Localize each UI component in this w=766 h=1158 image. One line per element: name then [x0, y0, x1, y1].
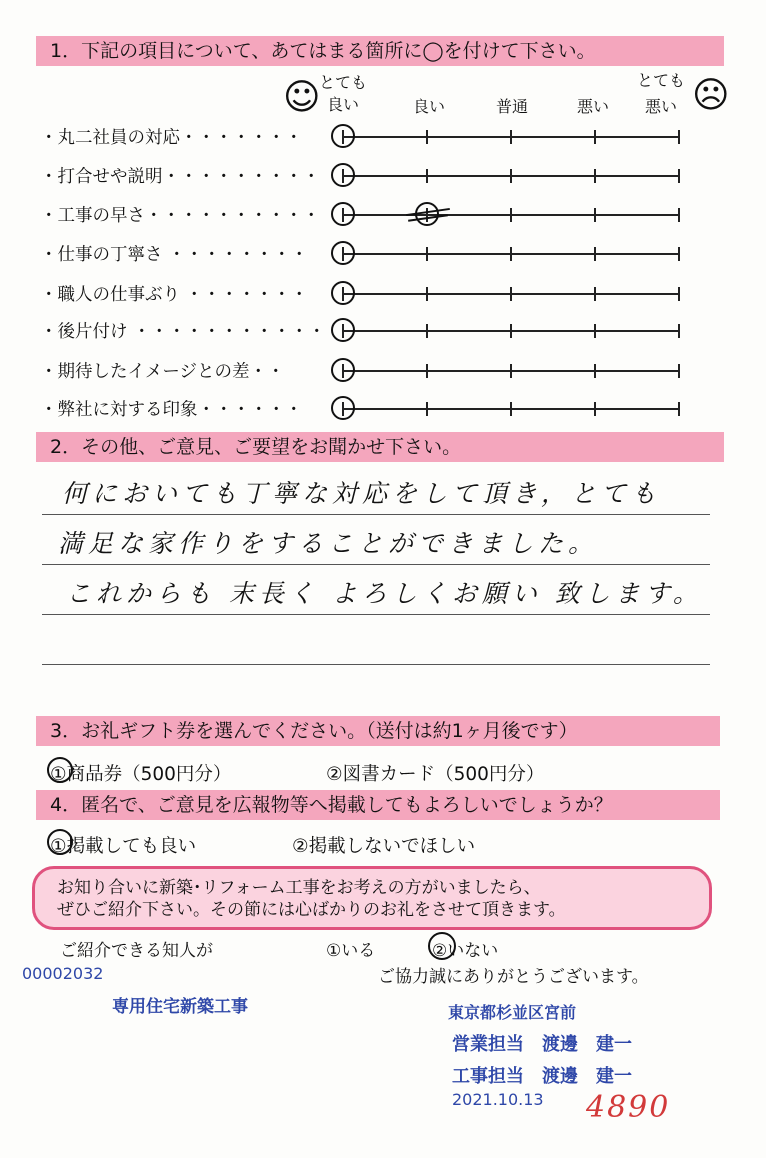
smile-icon: ☺ [283, 77, 321, 118]
gift-option-book-card[interactable]: ②図書カード（500円分） [326, 764, 545, 785]
referral-text-line-1: お知り合いに新築･リフォーム工事をお考えの方がいましたら、 [57, 878, 541, 898]
rating-row-label-cleanup: ・後片付け ・・・・・・・・・・・ [40, 322, 326, 342]
column-header-neutral: 普通 [495, 97, 528, 116]
referral-option-no[interactable]: ②いない [432, 941, 499, 961]
rating-scale-craftsmen [342, 293, 680, 295]
column-header-very-bad: 悪い [644, 97, 677, 116]
rating-mark-circle[interactable] [331, 163, 355, 187]
construction-category-stamp: 専用住宅新築工事 [112, 997, 248, 1017]
rating-scale-expectation [342, 370, 680, 372]
comment-line-2[interactable]: 満足な家作りをすることができました。 [58, 529, 599, 558]
writing-line [42, 564, 710, 565]
q2-title-band [36, 432, 724, 462]
rating-row-label-staff: ・丸二社員の対応・・・・・・・ [40, 128, 303, 148]
rating-mark-circle[interactable] [331, 318, 355, 342]
comment-line-3[interactable]: これからも 末長く よろしくお願い 致します。 [66, 579, 703, 608]
q3-title-band [36, 716, 720, 746]
rating-row-label-craftsmen: ・職人の仕事ぶり ・・・・・・・ [40, 285, 309, 305]
writing-line [42, 664, 710, 665]
rating-scale-cleanup [342, 330, 680, 332]
rating-scale-speed [342, 214, 680, 216]
rating-scale-explanation [342, 175, 680, 177]
rating-mark-circle[interactable] [331, 358, 355, 382]
writing-line [42, 614, 710, 615]
column-header-very-good: 良い [326, 95, 359, 114]
rating-mark-circle[interactable] [331, 281, 355, 305]
selected-circle-mark [428, 932, 456, 960]
handwritten-number: 4890 [586, 1090, 671, 1125]
q1-title-band [36, 36, 724, 66]
rating-mark-circle[interactable] [331, 396, 355, 420]
q3-title: 3．お礼ギフト券を選んでください。（送付は約1ヶ月後です） [50, 720, 578, 742]
rating-scale-care [342, 253, 680, 255]
construction-manager-stamp: 工事担当 渡邊 建一 [452, 1066, 632, 1087]
customer-id-stamp: 00002032 [22, 964, 104, 983]
writing-line [42, 514, 710, 515]
date-stamp: 2021.10.13 [452, 1090, 544, 1109]
location-stamp: 東京都杉並区宮前 [448, 1003, 577, 1022]
q2-title: 2．その他、ご意見、ご要望をお聞かせ下さい。 [50, 436, 462, 458]
referral-option-yes[interactable]: ①いる [326, 941, 376, 961]
rating-scale-staff [342, 136, 680, 138]
column-header-bad: 悪い [576, 97, 609, 116]
rating-row-label-explanation: ・打合せや説明・・・・・・・・・ [40, 167, 320, 187]
column-header-good: 良い [412, 97, 445, 116]
referral-box [32, 866, 712, 930]
comment-line-1[interactable]: 何においても丁寧な対応をして頂き，とても [62, 479, 662, 508]
column-header-very-good-top: とても [318, 73, 367, 92]
rating-row-label-speed: ・工事の早さ・・・・・・・・・・ [40, 206, 320, 226]
rating-row-label-care: ・仕事の丁寧さ ・・・・・・・・ [40, 245, 309, 265]
sales-representative-stamp: 営業担当 渡邊 建一 [452, 1034, 632, 1055]
publish-option-allow[interactable]: ①掲載しても良い [50, 836, 197, 857]
rating-mark-circle[interactable] [331, 241, 355, 265]
referral-text-line-2: ぜひご紹介下さい。その節には心ばかりのお礼をさせて頂きます。 [57, 900, 566, 920]
q4-title-band [36, 790, 720, 820]
column-header-very-bad-top: とても [636, 71, 685, 90]
q1-title: 1．下記の項目について、あてはまる箇所に◯を付けて下さい。 [50, 40, 596, 62]
selected-circle-mark [47, 829, 73, 855]
rating-scale-impression [342, 408, 680, 410]
referral-question: ご紹介できる知人が [60, 941, 213, 961]
rating-mark-circle[interactable] [331, 124, 355, 148]
rating-row-label-impression: ・弊社に対する印象・・・・・・ [40, 400, 303, 420]
q4-title: 4．匿名で、ご意見を広報物等へ掲載してもよろしいでしょうか？ [50, 794, 613, 816]
selected-circle-mark [47, 757, 73, 783]
frown-icon: ☹ [692, 75, 730, 116]
gift-option-product-voucher[interactable]: ①商品券（500円分） [50, 764, 232, 785]
publish-option-deny[interactable]: ②掲載しないでほしい [292, 836, 476, 857]
thanks-message: ご協力誠にありがとうございます。 [378, 967, 649, 987]
rating-mark-circle[interactable] [331, 202, 355, 226]
rating-row-label-expectation: ・期待したイメージとの差・・ [40, 362, 285, 382]
